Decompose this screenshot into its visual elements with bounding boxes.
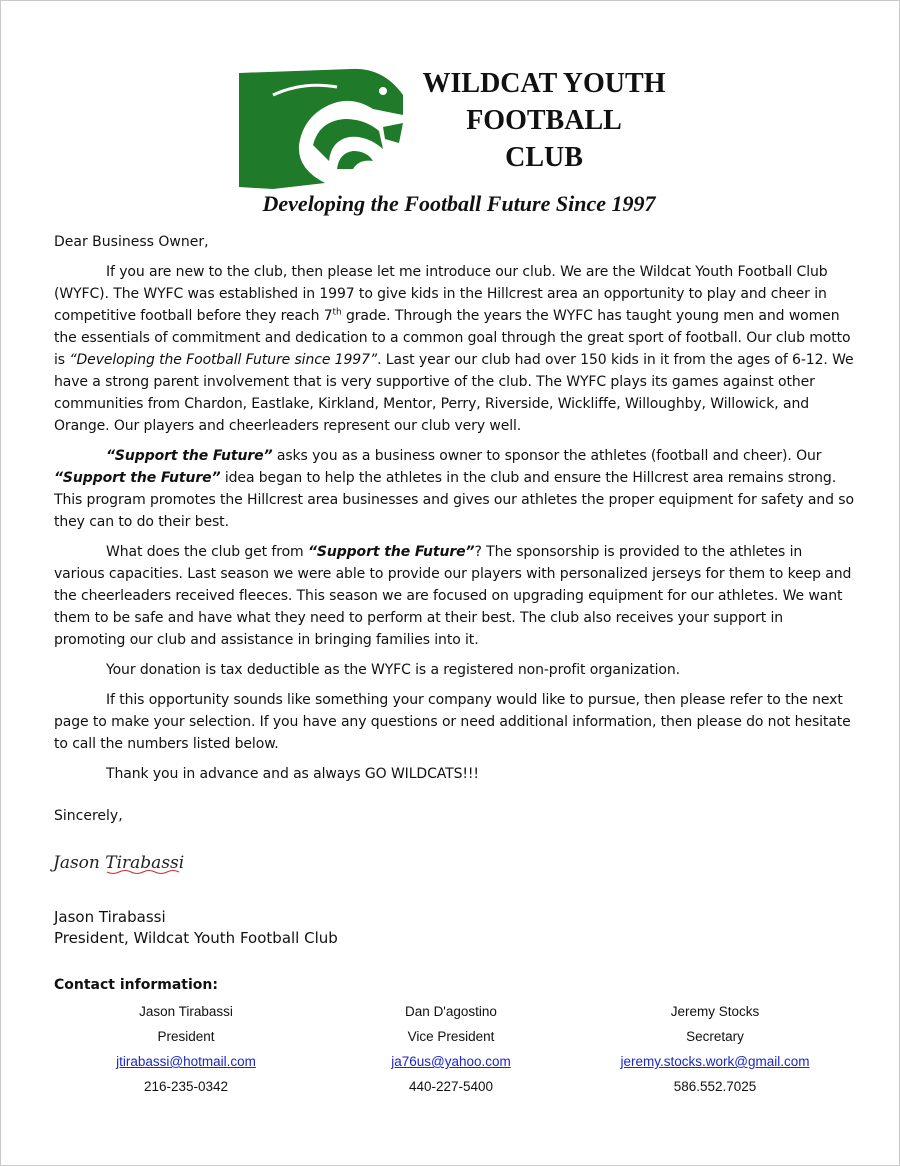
program-name: “Support the Future” [106, 448, 273, 464]
club-name-line-3: CLUB [505, 142, 583, 173]
contact-phone: 216-235-0342 [143, 1079, 229, 1094]
contact-phone: 440-227-5400 [408, 1079, 494, 1094]
club-name-line-2: FOOTBALL [466, 105, 622, 136]
signature-text: Jason Tirabassi [53, 853, 185, 873]
contact-card-vice-president [331, 1001, 571, 1101]
contact-card-president [66, 1001, 306, 1101]
contact-role: President [157, 1029, 215, 1044]
contact-role: Secretary [686, 1029, 744, 1044]
paragraph-introduction [54, 261, 854, 437]
signer-block [54, 907, 338, 949]
contact-card-secretary [595, 1001, 835, 1101]
letter-body [54, 261, 854, 793]
contact-heading: Contact information: [54, 977, 218, 993]
p1-superscript: th [332, 307, 342, 318]
p1-text-c: . Last year our club had over 150 kids in it from the ages of 6-12. We have a strong parent involvement that is very supportive of the club. The WYFC plays its games against other communities from Chardon, Eastlake, Kirkland, Mentor, Perry, Riverside, Wickliffe, Willoughby, Willowick, and Orange. Our players and cheerleaders represent our club very well. [54, 352, 854, 434]
contact-role: Vice President [407, 1029, 495, 1044]
paragraph-next-steps: If this opportunity sounds like something your company would like to pursue, then please refer to the next page to make your selection. If you have any questions or need additional information, then please do not hesitate to call the numbers listed below. [54, 692, 851, 752]
p1-text-a: If you are new to the club, then please let me introduce our club. We are the Wildcat Youth Football Club (WYFC). The WYFC was established in 1997 to give kids in the Hillcrest area an opportunity to play and cheer in competitive football before they reach 7 [54, 264, 828, 324]
paragraph-club-benefits [54, 541, 854, 651]
signer-name: Jason Tirabassi [54, 908, 166, 926]
club-name-line-1: WILDCAT YOUTH [422, 68, 666, 99]
club-motto: “Developing the Football Future since 1997” [69, 352, 378, 368]
signer-title: President, Wildcat Youth Football Club [54, 929, 338, 947]
program-name: “Support the Future” [54, 470, 221, 486]
p3-text-a: What does the club get from [106, 544, 308, 560]
contact-name: Jason Tirabassi [139, 1004, 233, 1019]
contact-name: Dan D'agostino [405, 1004, 497, 1019]
contact-email-link[interactable]: jtirabassi@hotmail.com [116, 1054, 256, 1069]
p1-text-b: grade. Through the years the WYFC has taught young men and women the essentials of commitment and dedication to a common goal through the great sport of football. Our club motto is [54, 308, 851, 368]
contact-email-link[interactable]: jeremy.stocks.work@gmail.com [620, 1054, 810, 1069]
paragraph-tax-deductible: Your donation is tax deductible as the WYFC is a registered non-profit organization. [106, 662, 680, 678]
wildcat-logo-icon [233, 65, 405, 189]
contact-name: Jeremy Stocks [670, 1004, 760, 1019]
contact-phone: 586.552.7025 [673, 1079, 757, 1094]
closing: Sincerely, [54, 808, 123, 824]
paragraph-support-the-future [54, 445, 854, 533]
contact-email-link[interactable]: ja76us@yahoo.com [391, 1054, 511, 1069]
greeting: Dear Business Owner, [54, 234, 209, 250]
p2-text-a: asks you as a business owner to sponsor the athletes (football and cheer). Our [272, 448, 822, 464]
p2-text-b: idea began to help the athletes in the club and ensure the Hillcrest area remains strong. This program promotes the Hillcrest area businesses and gives our athletes the proper equipment for safety and so they can to do their best. [54, 470, 854, 530]
paragraph-thank-you: Thank you in advance and as always GO WILDCATS!!! [106, 766, 479, 782]
club-name [405, 65, 683, 176]
program-name: “Support the Future” [307, 544, 475, 560]
handwritten-signature [49, 841, 199, 883]
tagline: Developing the Football Future Since 1997 [262, 191, 656, 216]
p3-text-b: ? The sponsorship is provided to the athletes in various capacities. Last season we were able to provide our players with personalized jerseys for them to keep and the cheerleaders received fleeces. This season we are focused on upgrading equipment for our athletes. We want them to be safe and have what they need to perform at their best. The club also receives your support in promoting our club and assistance in bringing families into it. [54, 544, 852, 648]
